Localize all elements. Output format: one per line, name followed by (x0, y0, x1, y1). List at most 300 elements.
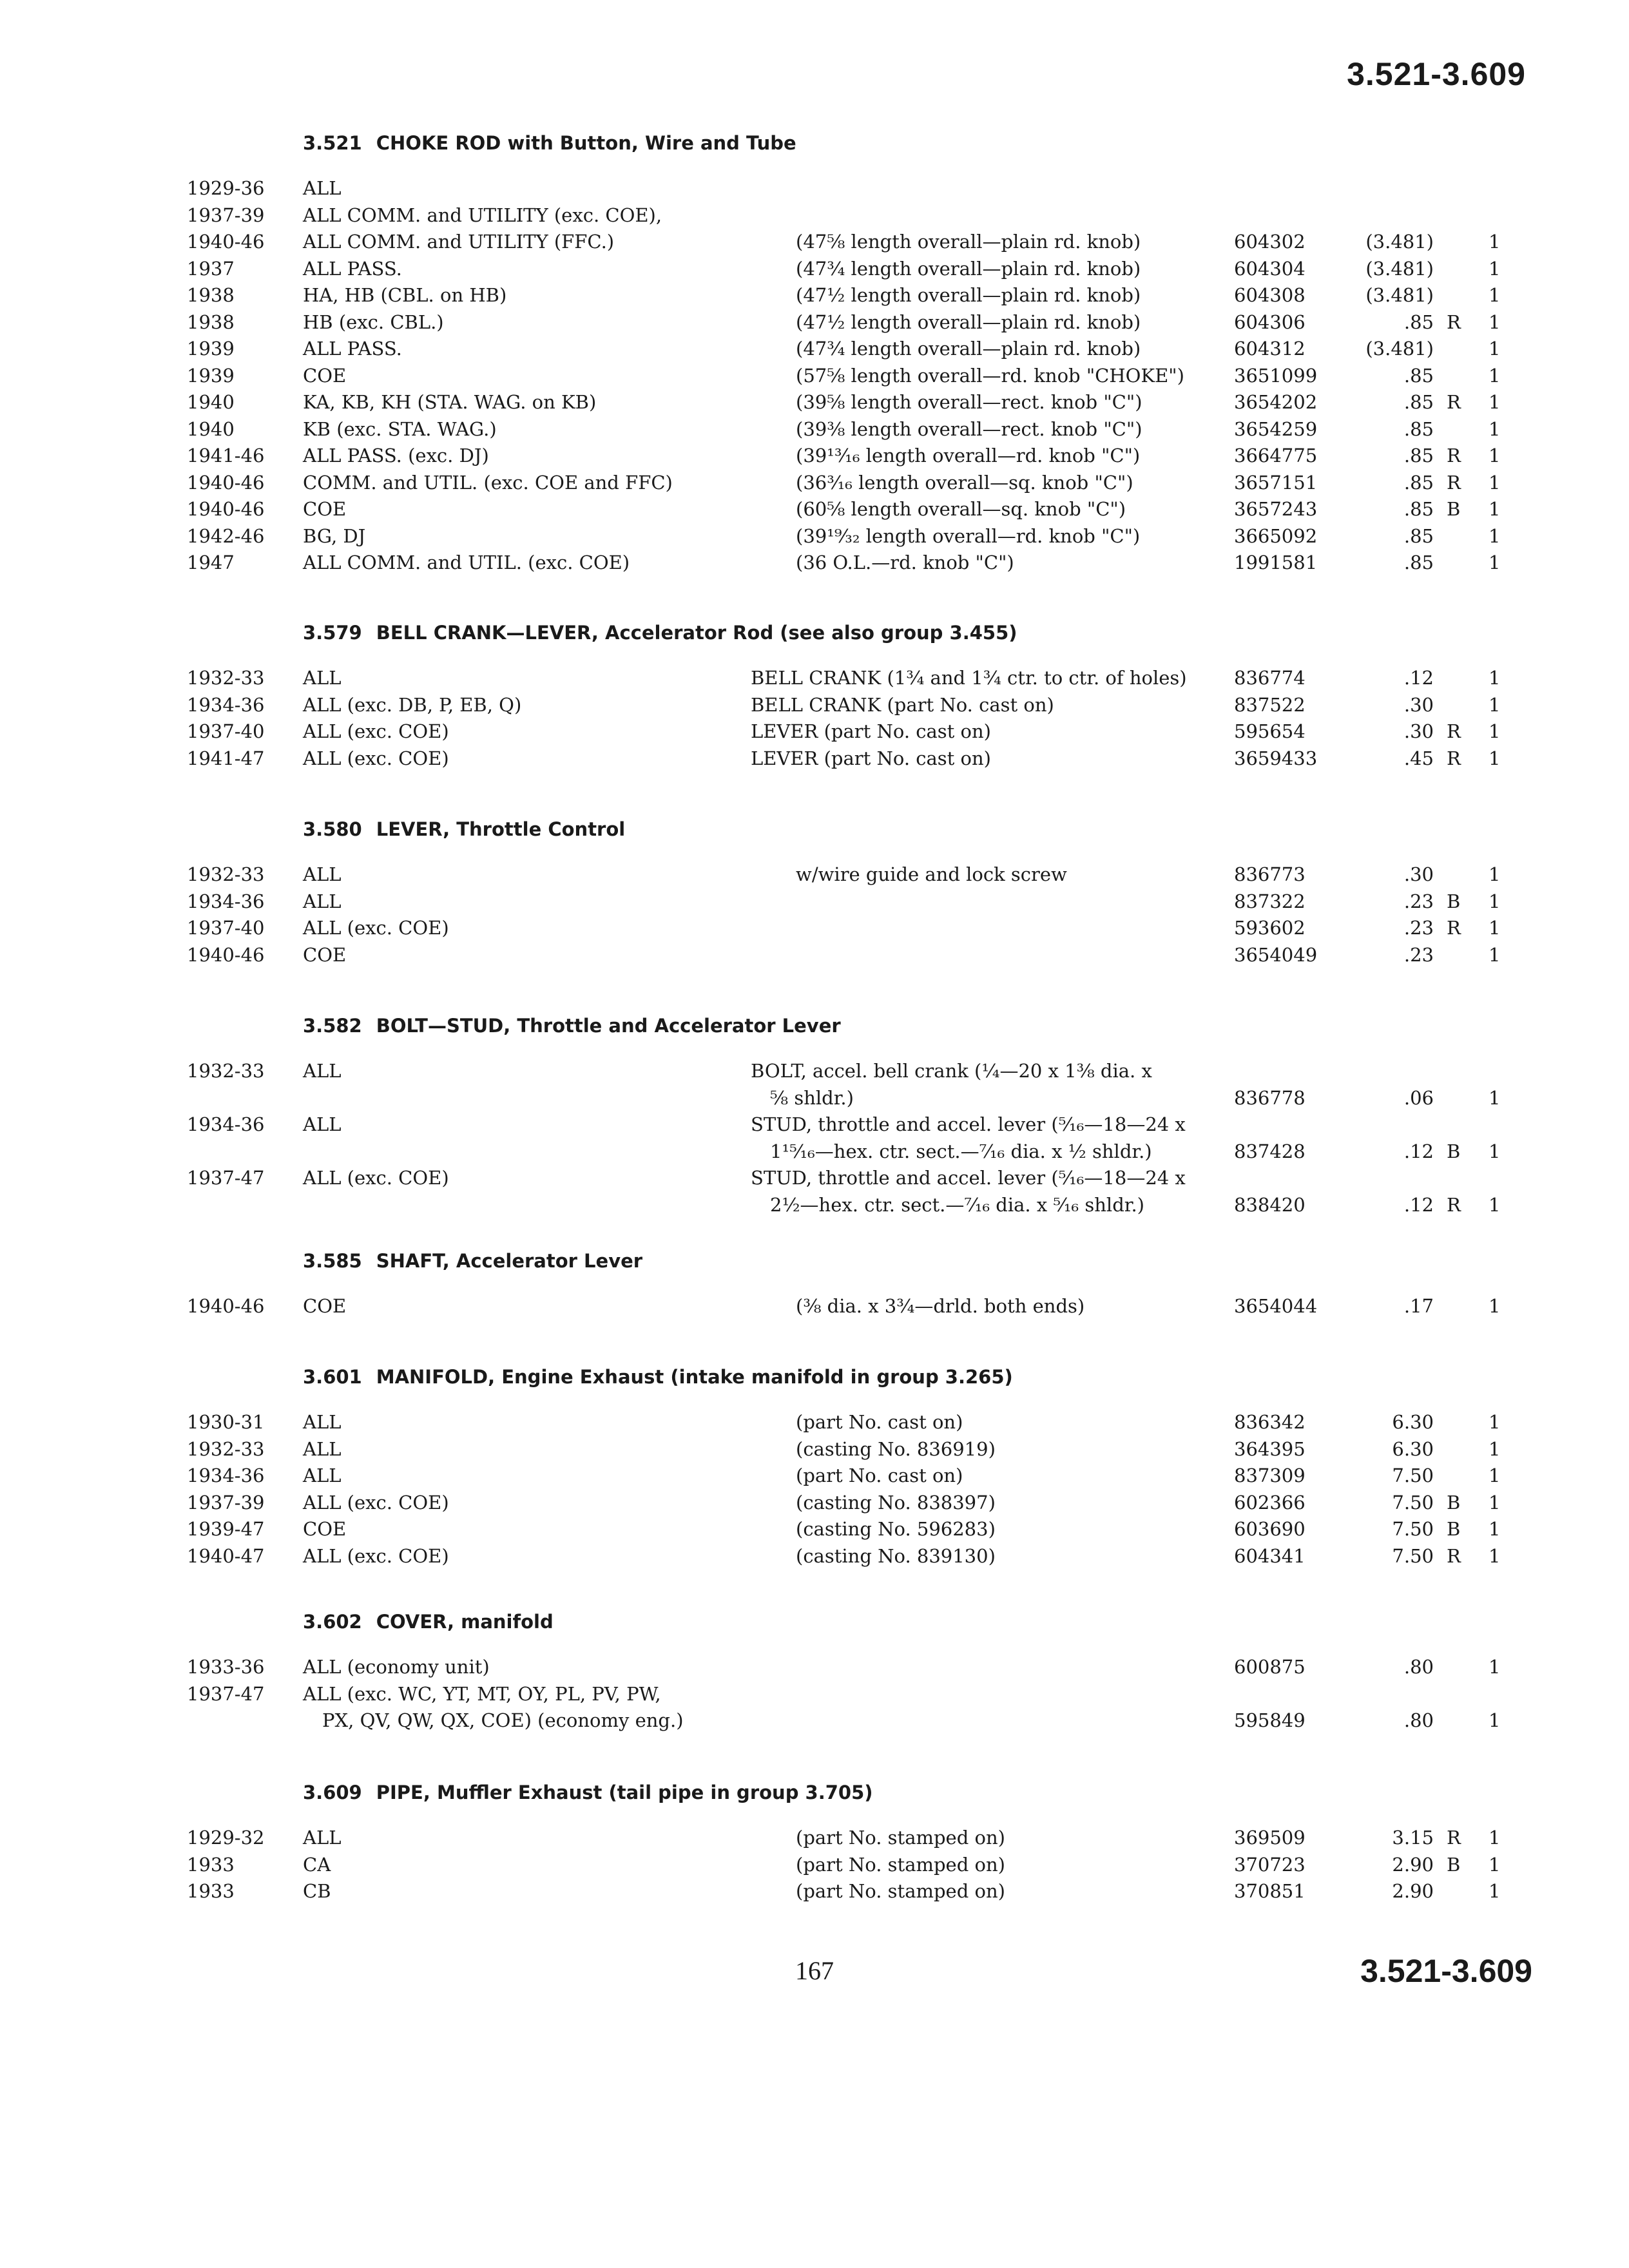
table-row (0, 258, 1629, 284)
models-cell: ALL PASS. (303, 338, 402, 360)
section-title (303, 132, 796, 154)
quantity-cell: 1 (1489, 1656, 1501, 1678)
part-number-cell: 364395 (1234, 1437, 1306, 1460)
code-cell: B (1447, 1518, 1461, 1540)
section-number: 3.609 (303, 1782, 362, 1803)
price-cell: .30 (1403, 693, 1434, 716)
price-cell: .30 (1403, 863, 1434, 885)
quantity-cell: 1 (1489, 667, 1501, 689)
price-cell: .12 (1403, 667, 1434, 689)
years-cell: 1932-33 (187, 1437, 265, 1460)
years-cell: 1937-47 (187, 1167, 265, 1189)
part-number-cell: 837309 (1234, 1465, 1306, 1486)
table-row (0, 1167, 1629, 1193)
table-row (0, 1683, 1629, 1709)
quantity-cell: 1 (1489, 917, 1501, 939)
section-title-text: SHAFT, Accelerator Lever (376, 1250, 643, 1272)
quantity-cell: 1 (1489, 418, 1501, 440)
quantity-cell: 1 (1489, 863, 1501, 885)
table-row (0, 1827, 1629, 1852)
models-cell: COMM. and UTIL. (exc. COE and FFC) (303, 471, 673, 494)
code-cell: R (1447, 917, 1461, 939)
part-number-cell: 3665092 (1234, 524, 1318, 547)
part-number-cell: 604306 (1234, 311, 1306, 333)
table-row (0, 1518, 1629, 1544)
description-cell: BELL CRANK (1¾ and 1¾ ctr. to ctr. of holes) (751, 667, 1187, 689)
quantity-cell: 1 (1489, 1827, 1501, 1849)
years-cell: 1933-36 (187, 1656, 265, 1678)
description-cell: (47¾ length overall—plain rd. knob) (796, 338, 1141, 360)
quantity-cell: 1 (1489, 552, 1501, 573)
quantity-cell: 1 (1489, 284, 1501, 306)
models-cell: COE (303, 498, 347, 520)
description-cell: (part No. stamped on) (796, 1853, 1005, 1876)
models-cell: ALL (303, 890, 342, 912)
code-cell: R (1447, 1827, 1461, 1849)
price-cell: .85 (1403, 445, 1434, 466)
years-cell: 1940 (187, 391, 235, 413)
description-cell: (part No. stamped on) (796, 1880, 1005, 1902)
models-cell: ALL (303, 177, 342, 199)
price-cell: (3.481) (1365, 284, 1434, 306)
description-cell: BELL CRANK (part No. cast on) (751, 693, 1054, 716)
years-cell: 1937-39 (187, 204, 265, 226)
years-cell: 1932-33 (187, 863, 265, 885)
part-number-cell: 595849 (1234, 1709, 1306, 1731)
years-cell: 1929-36 (187, 177, 265, 199)
description-cell: LEVER (part No. cast on) (751, 720, 991, 742)
table-row (0, 365, 1629, 390)
table-row (0, 204, 1629, 230)
description-cell: (60⅝ length overall—sq. knob "C") (796, 498, 1126, 520)
price-cell: 6.30 (1392, 1411, 1434, 1433)
part-number-cell: 3659433 (1234, 747, 1318, 769)
part-number-cell: 3657243 (1234, 498, 1318, 520)
section-title (303, 1366, 1013, 1388)
description-cell: STUD, throttle and accel. lever (⁵⁄₁₆—18—24 x (751, 1113, 1186, 1135)
quantity-cell: 1 (1489, 1853, 1501, 1876)
table-row (0, 863, 1629, 889)
part-number-cell: 1991581 (1234, 552, 1318, 573)
table-row (0, 231, 1629, 256)
section-number: 3.580 (303, 818, 362, 840)
table-row (0, 1060, 1629, 1086)
price-cell: (3.481) (1365, 257, 1434, 280)
years-cell: 1934-36 (187, 1113, 265, 1135)
section-title (303, 818, 625, 840)
price-cell: 3.15 (1392, 1827, 1434, 1849)
part-number-cell: 3657151 (1234, 471, 1318, 494)
price-cell: (3.481) (1365, 231, 1434, 253)
table-row (0, 391, 1629, 417)
quantity-cell: 1 (1489, 1295, 1501, 1317)
price-cell: 2.90 (1392, 1880, 1434, 1902)
price-cell: .85 (1403, 524, 1434, 547)
part-number-cell: 836774 (1234, 667, 1306, 689)
models-cell: ALL (303, 1113, 342, 1135)
models-cell: ALL (economy unit) (303, 1656, 490, 1678)
part-number-cell: 836342 (1234, 1411, 1306, 1433)
table-row (0, 472, 1629, 497)
table-row (0, 552, 1629, 577)
code-cell: R (1447, 720, 1461, 742)
models-cell: ALL (303, 1465, 342, 1486)
part-number-cell: 593602 (1234, 917, 1306, 939)
table-row (0, 498, 1629, 524)
years-cell: 1940-46 (187, 1295, 265, 1317)
table-row (0, 694, 1629, 720)
section-title-text: BELL CRANK—LEVER, Accelerator Rod (see also group 3.455) (376, 622, 1017, 644)
quantity-cell: 1 (1489, 471, 1501, 494)
part-number-cell: 3654049 (1234, 943, 1318, 966)
table-row (0, 1709, 1629, 1735)
table-row (0, 1656, 1629, 1682)
description-cell: (casting No. 839130) (796, 1544, 996, 1567)
price-cell: 7.50 (1392, 1518, 1434, 1540)
models-cell: ALL (303, 1437, 342, 1460)
table-row (0, 917, 1629, 943)
quantity-cell: 1 (1489, 311, 1501, 333)
years-cell: 1940-46 (187, 471, 265, 494)
code-cell: B (1447, 1853, 1461, 1876)
quantity-cell: 1 (1489, 1518, 1501, 1540)
models-cell: ALL (exc. COE) (303, 747, 449, 769)
table-row (0, 667, 1629, 693)
years-cell: 1934-36 (187, 890, 265, 912)
table-row (0, 1880, 1629, 1906)
years-cell: 1940-46 (187, 943, 265, 966)
price-cell: .85 (1403, 311, 1434, 333)
section-title-text: COVER, manifold (376, 1611, 554, 1633)
section-title-text: CHOKE ROD with Button, Wire and Tube (376, 132, 796, 154)
table-row (0, 1113, 1629, 1139)
code-cell: B (1447, 890, 1461, 912)
quantity-cell: 1 (1489, 1544, 1501, 1567)
page-footer-range: 3.521-3.609 (1360, 1953, 1532, 1989)
years-cell: 1939 (187, 338, 235, 360)
part-number-cell: 604302 (1234, 231, 1306, 253)
years-cell: 1939-47 (187, 1518, 265, 1540)
years-cell: 1940-46 (187, 231, 265, 253)
price-cell: .17 (1403, 1295, 1434, 1317)
years-cell: 1933 (187, 1853, 235, 1876)
models-cell: ALL (exc. COE) (303, 720, 449, 742)
description-cell: (39¹⁹⁄₃₂ length overall—rd. knob "C") (796, 524, 1141, 547)
models-cell: ALL (303, 1827, 342, 1849)
table-row (0, 1194, 1629, 1220)
page-header-range: 3.521-3.609 (1347, 56, 1526, 92)
years-cell: 1938 (187, 284, 235, 306)
years-cell: 1934-36 (187, 1465, 265, 1486)
description-cell: (part No. cast on) (796, 1465, 963, 1486)
quantity-cell: 1 (1489, 1465, 1501, 1486)
models-cell: ALL (exc. WC, YT, MT, OY, PL, PV, PW, (303, 1682, 661, 1705)
models-cell: HA, HB (CBL. on HB) (303, 284, 507, 306)
price-cell: .85 (1403, 552, 1434, 573)
part-number-cell: 3654202 (1234, 391, 1318, 413)
description-cell: (36 O.L.—rd. knob "C") (796, 552, 1014, 573)
table-row (0, 418, 1629, 444)
models-cell: KA, KB, KH (STA. WAG. on KB) (303, 391, 597, 413)
table-row (0, 338, 1629, 363)
years-cell: 1937-40 (187, 720, 265, 742)
models-cell: ALL COMM. and UTIL. (exc. COE) (303, 552, 630, 573)
description-cell: 2½—hex. ctr. sect.—⁷⁄₁₆ dia. x ⁵⁄₁₆ shldr.) (770, 1193, 1144, 1216)
years-cell: 1937 (187, 257, 235, 280)
code-cell: B (1447, 1140, 1461, 1162)
price-cell: .12 (1403, 1193, 1434, 1216)
price-cell: .23 (1403, 917, 1434, 939)
table-row (0, 1438, 1629, 1464)
table-row (0, 1140, 1629, 1166)
description-cell: (⅜ dia. x 3¾—drld. both ends) (796, 1295, 1085, 1317)
part-number-cell: 600875 (1234, 1656, 1306, 1678)
section-number: 3.601 (303, 1366, 362, 1388)
part-number-cell: 595654 (1234, 720, 1306, 742)
price-cell: .12 (1403, 1140, 1434, 1162)
table-row (0, 1492, 1629, 1517)
models-cell: ALL COMM. and UTILITY (exc. COE), (303, 204, 662, 226)
models-cell: KB (exc. STA. WAG.) (303, 418, 497, 440)
table-row (0, 177, 1629, 203)
models-cell: ALL (exc. COE) (303, 1167, 449, 1189)
section-title (303, 1611, 554, 1633)
years-cell: 1929-32 (187, 1827, 265, 1849)
section-title-text: BOLT—STUD, Throttle and Accelerator Lever (376, 1015, 841, 1037)
table-row (0, 944, 1629, 970)
years-cell: 1938 (187, 311, 235, 333)
price-cell: 7.50 (1392, 1491, 1434, 1514)
quantity-cell: 1 (1489, 1140, 1501, 1162)
description-cell: (47⅝ length overall—plain rd. knob) (796, 231, 1141, 253)
quantity-cell: 1 (1489, 890, 1501, 912)
table-row (0, 445, 1629, 470)
quantity-cell: 1 (1489, 943, 1501, 966)
quantity-cell: 1 (1489, 524, 1501, 547)
table-row (0, 311, 1629, 337)
quantity-cell: 1 (1489, 364, 1501, 387)
code-cell: R (1447, 391, 1461, 413)
description-cell: (39⅜ length overall—rect. knob "C") (796, 418, 1142, 440)
models-cell: CA (303, 1853, 331, 1876)
quantity-cell: 1 (1489, 445, 1501, 466)
models-cell: ALL (exc. COE) (303, 1491, 449, 1514)
description-cell: (39¹³⁄₁₆ length overall—rd. knob "C") (796, 445, 1141, 466)
table-row (0, 1411, 1629, 1437)
models-cell: COE (303, 943, 347, 966)
part-number-cell: 837322 (1234, 890, 1306, 912)
part-number-cell: 604308 (1234, 284, 1306, 306)
description-cell: (part No. cast on) (796, 1411, 963, 1433)
quantity-cell: 1 (1489, 1491, 1501, 1514)
years-cell: 1937-40 (187, 917, 265, 939)
code-cell: R (1447, 747, 1461, 769)
table-row (0, 1295, 1629, 1321)
quantity-cell: 1 (1489, 1193, 1501, 1216)
code-cell: R (1447, 471, 1461, 494)
section-number: 3.579 (303, 622, 362, 644)
description-cell: LEVER (part No. cast on) (751, 747, 991, 769)
quantity-cell: 1 (1489, 338, 1501, 360)
quantity-cell: 1 (1489, 391, 1501, 413)
part-number-cell: 837522 (1234, 693, 1306, 716)
models-cell: BG, DJ (303, 524, 366, 547)
quantity-cell: 1 (1489, 1437, 1501, 1460)
price-cell: (3.481) (1365, 338, 1434, 360)
code-cell: R (1447, 311, 1461, 333)
years-cell: 1941-47 (187, 747, 265, 769)
description-cell: w/wire guide and lock screw (796, 863, 1067, 885)
quantity-cell: 1 (1489, 747, 1501, 769)
table-row (0, 747, 1629, 773)
description-cell: (casting No. 596283) (796, 1518, 996, 1540)
quantity-cell: 1 (1489, 1411, 1501, 1433)
description-cell: (57⅝ length overall—rd. knob "CHOKE") (796, 364, 1184, 387)
quantity-cell: 1 (1489, 720, 1501, 742)
models-cell: ALL (303, 863, 342, 885)
years-cell: 1933 (187, 1880, 235, 1902)
description-cell: STUD, throttle and accel. lever (⁵⁄₁₆—18—24 x (751, 1167, 1186, 1189)
section-number: 3.585 (303, 1250, 362, 1272)
quantity-cell: 1 (1489, 1709, 1501, 1731)
price-cell: .30 (1403, 720, 1434, 742)
models-cell: ALL (exc. COE) (303, 917, 449, 939)
models-cell: ALL (303, 667, 342, 689)
table-row (0, 720, 1629, 746)
models-cell: ALL COMM. and UTILITY (FFC.) (303, 231, 615, 253)
years-cell: 1940 (187, 418, 235, 440)
table-row (0, 525, 1629, 551)
quantity-cell: 1 (1489, 1880, 1501, 1902)
part-number-cell: 3654044 (1234, 1295, 1318, 1317)
section-title-text: MANIFOLD, Engine Exhaust (intake manifold in group 3.265) (376, 1366, 1013, 1388)
price-cell: .06 (1403, 1086, 1434, 1109)
years-cell: 1937-39 (187, 1491, 265, 1514)
section-number: 3.582 (303, 1015, 362, 1037)
models-cell: COE (303, 1518, 347, 1540)
price-cell: .85 (1403, 418, 1434, 440)
models-cell: ALL PASS. (exc. DJ) (303, 445, 489, 466)
models-cell: HB (exc. CBL.) (303, 311, 444, 333)
models-cell: COE (303, 364, 347, 387)
table-row (0, 1854, 1629, 1879)
years-cell: 1947 (187, 552, 235, 573)
quantity-cell: 1 (1489, 257, 1501, 280)
part-number-cell: 604341 (1234, 1544, 1306, 1567)
description-cell: BOLT, accel. bell crank (¼—20 x 1⅜ dia. x (751, 1060, 1152, 1082)
part-number-cell: 3654259 (1234, 418, 1318, 440)
part-number-cell: 602366 (1234, 1491, 1306, 1514)
part-number-cell: 604312 (1234, 338, 1306, 360)
models-cell: ALL (exc. COE) (303, 1544, 449, 1567)
description-cell: (47½ length overall—plain rd. knob) (796, 311, 1141, 333)
part-number-cell: 369509 (1234, 1827, 1306, 1849)
price-cell: 6.30 (1392, 1437, 1434, 1460)
years-cell: 1937-47 (187, 1682, 265, 1705)
table-row (0, 284, 1629, 310)
price-cell: 7.50 (1392, 1544, 1434, 1567)
part-number-cell: 3651099 (1234, 364, 1318, 387)
section-number: 3.521 (303, 132, 362, 154)
quantity-cell: 1 (1489, 498, 1501, 520)
section-title (303, 622, 1017, 644)
table-row (0, 1465, 1629, 1490)
part-number-cell: 836773 (1234, 863, 1306, 885)
price-cell: .85 (1403, 364, 1434, 387)
years-cell: 1930-31 (187, 1411, 265, 1433)
description-cell: (part No. stamped on) (796, 1827, 1005, 1849)
table-row (0, 1087, 1629, 1113)
price-cell: .23 (1403, 943, 1434, 966)
years-cell: 1934-36 (187, 693, 265, 716)
section-title (303, 1250, 642, 1272)
section-title-text: LEVER, Throttle Control (376, 818, 626, 840)
section-title-text: PIPE, Muffler Exhaust (tail pipe in group 3.705) (376, 1782, 873, 1803)
price-cell: 7.50 (1392, 1465, 1434, 1486)
price-cell: .80 (1403, 1656, 1434, 1678)
part-number-cell: 370723 (1234, 1853, 1306, 1876)
quantity-cell: 1 (1489, 231, 1501, 253)
price-cell: .85 (1403, 498, 1434, 520)
description-cell: (47¾ length overall—plain rd. knob) (796, 257, 1141, 280)
quantity-cell: 1 (1489, 1086, 1501, 1109)
quantity-cell: 1 (1489, 693, 1501, 716)
price-cell: 2.90 (1392, 1853, 1434, 1876)
years-cell: 1941-46 (187, 445, 265, 466)
part-number-cell: 604304 (1234, 257, 1306, 280)
description-cell: (39⅝ length overall—rect. knob "C") (796, 391, 1142, 413)
section-number: 3.602 (303, 1611, 362, 1633)
table-row (0, 1545, 1629, 1571)
price-cell: .80 (1403, 1709, 1434, 1731)
models-cell: COE (303, 1295, 347, 1317)
years-cell: 1932-33 (187, 667, 265, 689)
years-cell: 1940-47 (187, 1544, 265, 1567)
part-number-cell: 837428 (1234, 1140, 1306, 1162)
code-cell: B (1447, 498, 1461, 520)
description-cell: ⅝ shldr.) (770, 1086, 854, 1109)
price-cell: .85 (1403, 391, 1434, 413)
description-cell: (casting No. 836919) (796, 1437, 996, 1460)
description-cell: (casting No. 838397) (796, 1491, 996, 1514)
years-cell: 1932-33 (187, 1060, 265, 1082)
part-number-cell: 3664775 (1234, 445, 1318, 466)
section-title (303, 1015, 841, 1037)
code-cell: R (1447, 445, 1461, 466)
price-cell: .23 (1403, 890, 1434, 912)
page-number: 167 (795, 1956, 834, 1985)
models-cell: PX, QV, QW, QX, COE) (economy eng.) (322, 1709, 684, 1731)
price-cell: .45 (1403, 747, 1434, 769)
part-number-cell: 836778 (1234, 1086, 1306, 1109)
code-cell: R (1447, 1193, 1461, 1216)
models-cell: ALL (303, 1411, 342, 1433)
years-cell: 1939 (187, 364, 235, 387)
part-number-cell: 603690 (1234, 1518, 1306, 1540)
code-cell: R (1447, 1544, 1461, 1567)
models-cell: CB (303, 1880, 331, 1902)
models-cell: ALL (exc. DB, P, EB, Q) (303, 693, 522, 716)
description-cell: 1¹⁵⁄₁₆—hex. ctr. sect.—⁷⁄₁₆ dia. x ½ shldr.) (770, 1140, 1152, 1162)
years-cell: 1940-46 (187, 498, 265, 520)
code-cell: B (1447, 1491, 1461, 1514)
price-cell: .85 (1403, 471, 1434, 494)
models-cell: ALL (303, 1060, 342, 1082)
description-cell: (36³⁄₁₆ length overall—sq. knob "C") (796, 471, 1133, 494)
part-number-cell: 838420 (1234, 1193, 1306, 1216)
description-cell: (47½ length overall—plain rd. knob) (796, 284, 1141, 306)
part-number-cell: 370851 (1234, 1880, 1306, 1902)
